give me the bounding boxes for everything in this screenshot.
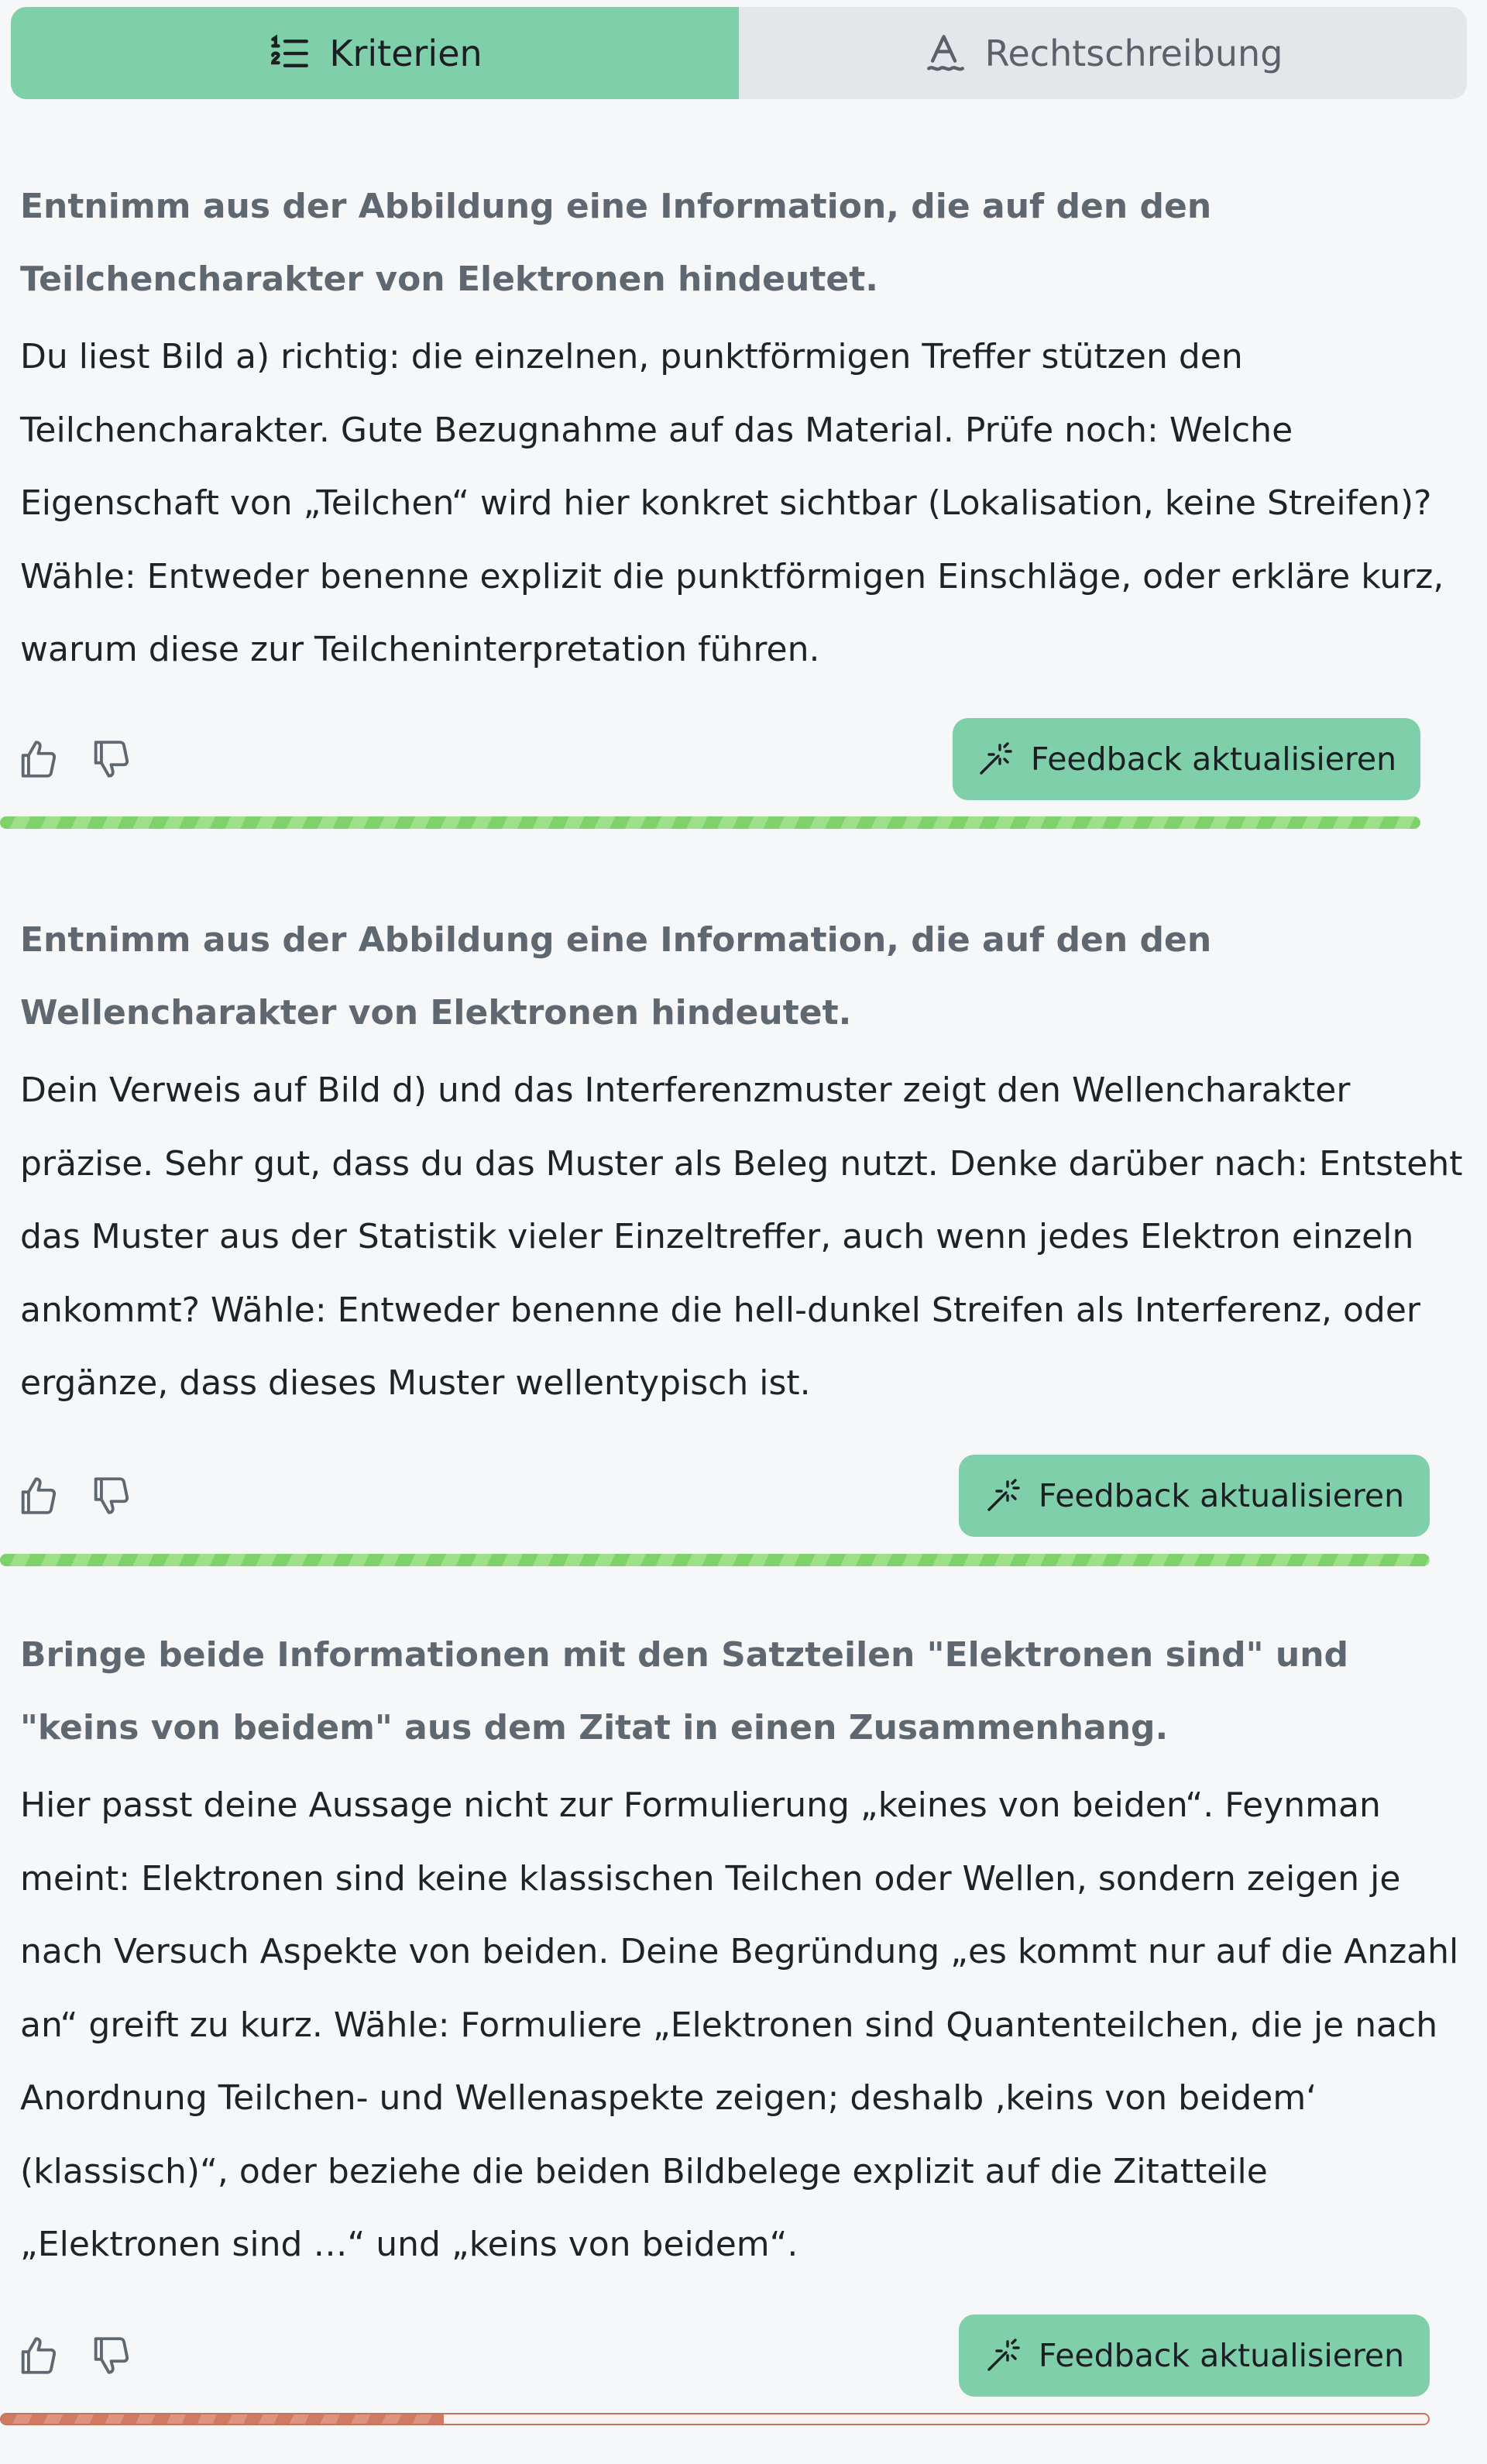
score-progress-bar xyxy=(0,2413,1430,2425)
criterion-card xyxy=(20,170,1461,687)
score-progress-fill xyxy=(2,2414,444,2424)
criterion-feedback: Dein Verweis auf Bild d) und das Interferenzmuster zeigt den Wellencharakter präzise. Sehr gut, dass du das Muster als Beleg nutzt. Denke darüber nach: Entsteht das Muster aus der Statistik vieler Einzeltreffer, auch wenn jedes Elektron einzeln ankommt? Wähle: Entweder benenne die hell-dunkel Streifen als Interferenz, oder ergänze, dass dieses Muster wellentypisch ist. xyxy=(20,1070,1463,1403)
spell-check-icon xyxy=(923,31,968,76)
feedback-actions xyxy=(0,1455,1430,1537)
thumbs-up-icon[interactable] xyxy=(15,2333,60,2378)
thumbs-down-icon[interactable] xyxy=(88,2333,133,2378)
update-feedback-button[interactable] xyxy=(959,1455,1430,1537)
thumbs-up-icon[interactable] xyxy=(15,1473,60,1518)
magic-wand-icon xyxy=(977,741,1014,778)
criterion-title: Entnimm aus der Abbildung eine Information, die auf den den Teilchencharakter von Elektronen hindeutet. xyxy=(20,187,1212,299)
tab-bar xyxy=(11,7,1467,99)
update-feedback-label: Feedback aktualisieren xyxy=(1038,1477,1405,1514)
update-feedback-label: Feedback aktualisieren xyxy=(1030,741,1397,778)
tab-kriterien-label: Kriterien xyxy=(329,32,483,74)
magic-wand-icon xyxy=(984,2337,1022,2374)
score-progress-bar xyxy=(0,1554,1430,1566)
numbered-list-icon xyxy=(267,31,312,76)
criterion-feedback: Hier passt deine Aussage nicht zur Formulierung „keines von beiden“. Feynman meint: Elektronen sind keine klassischen Teilchen oder Wellen, sondern zeigen je nach Versuch Aspekte von beiden. Deine Begründung „es kommt nur auf die Anzahl an“ greift zu kurz. Wähle: Formuliere „Elektronen sind Quantenteilchen, die je nach Anordnung Teilchen- und Wellenaspekte zeigen; deshalb ‚keins von beidem‘ (klassisch)“, oder beziehe die beiden Bildbelege explizit auf die Zitatteile „Elektronen sind …“ und „keins von beidem“. xyxy=(20,1785,1459,2264)
tab-kriterien[interactable] xyxy=(11,7,739,99)
tab-rechtschreibung[interactable] xyxy=(739,7,1467,99)
update-feedback-button[interactable] xyxy=(959,2315,1430,2397)
thumbs-down-icon[interactable] xyxy=(88,737,133,782)
update-feedback-button[interactable] xyxy=(953,718,1420,800)
feedback-actions xyxy=(0,2315,1430,2397)
criterion-title: Bringe beide Informationen mit den Satzteilen "Elektronen sind" und "keins von beidem" aus dem Zitat in einen Zusammenhang. xyxy=(20,1635,1349,1747)
criterion-card xyxy=(20,1619,1461,2282)
thumbs-up-icon[interactable] xyxy=(15,737,60,782)
criterion-feedback: Du liest Bild a) richtig: die einzelnen, punktförmigen Treffer stützen den Teilchencharakter. Gute Bezugnahme auf das Material. Prüfe noch: Welche Eigenschaft von „Teilchen“ wird hier konkret sichtbar (Lokalisation, keine Streifen)? Wähle: Entweder benenne explizit die punktförmigen Einschläge, oder erkläre kurz, warum diese zur Teilcheninterpretation führen. xyxy=(20,337,1444,669)
score-progress-bar xyxy=(0,816,1420,829)
feedback-actions xyxy=(0,718,1420,800)
criterion-title: Entnimm aus der Abbildung eine Information, die auf den den Wellencharakter von Elektronen hindeutet. xyxy=(20,920,1212,1033)
update-feedback-label: Feedback aktualisieren xyxy=(1038,2337,1405,2374)
magic-wand-icon xyxy=(984,1477,1022,1514)
thumbs-down-icon[interactable] xyxy=(88,1473,133,1518)
tab-rechtschreibung-label: Rechtschreibung xyxy=(984,32,1283,74)
criterion-card xyxy=(20,904,1476,1421)
